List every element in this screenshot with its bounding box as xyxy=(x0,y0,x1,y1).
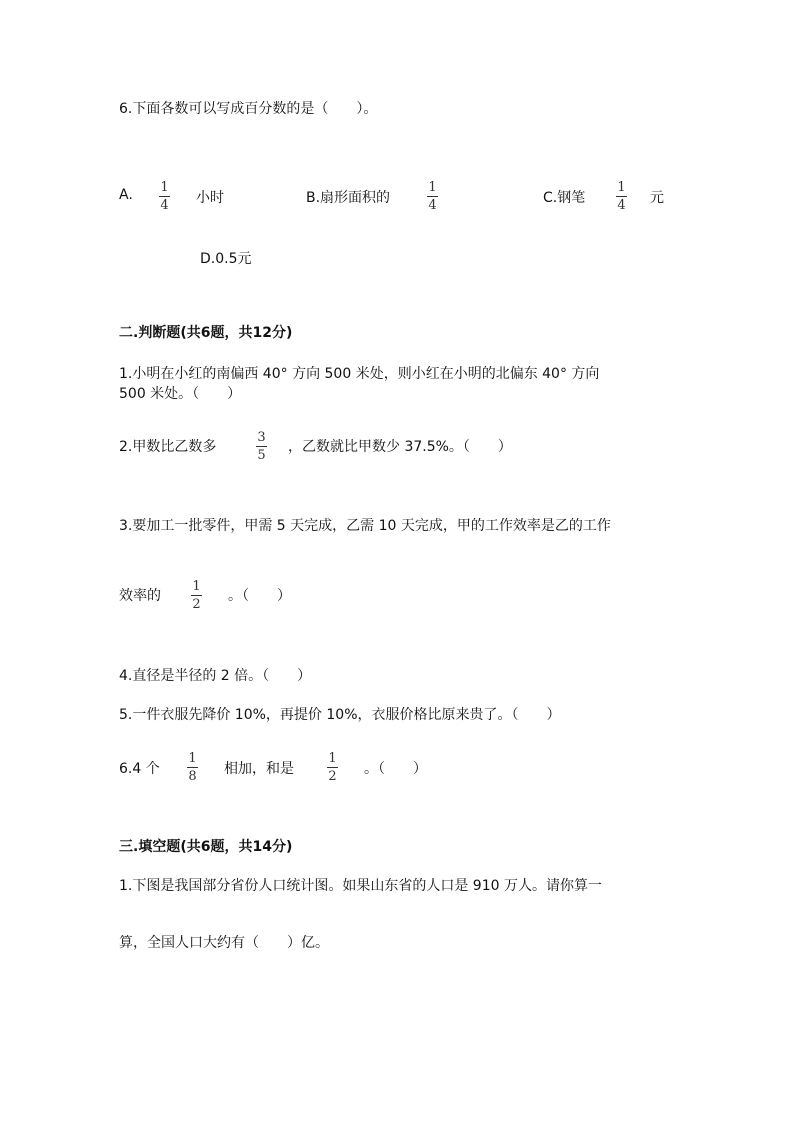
fraction-numerator: 1 xyxy=(160,180,169,195)
fraction-bar xyxy=(191,595,202,596)
q6-option-d: D.0.5元 xyxy=(200,251,252,267)
q6-option-c-suffix: 元 xyxy=(650,190,664,206)
s2-q4: 4.直径是半径的 2 倍。（ ） xyxy=(119,668,312,684)
fraction-numerator: 1 xyxy=(192,579,201,594)
q6-option-c-fraction xyxy=(616,180,627,213)
section3-title: 三.填空题(共6题，共14分) xyxy=(119,839,293,855)
s2-q3-line1: 3.要加工一批零件，甲需 5 天完成，乙需 10 天完成，甲的工作效率是乙的工作 xyxy=(119,518,611,534)
q6-stem: 6.下面各数可以写成百分数的是（ ）。 xyxy=(119,101,378,117)
fraction-bar xyxy=(159,196,170,197)
s3-q1-line1: 1.下图是我国部分省份人口统计图。如果山东省的人口是 910 万人。请你算一 xyxy=(119,878,602,894)
s2-q6-mid: 相加，和是 xyxy=(224,761,294,777)
fraction-denominator: 5 xyxy=(257,448,266,463)
fraction-numerator: 3 xyxy=(257,430,266,445)
s2-q2-suffix: ，乙数就比甲数少 37.5%。（ ） xyxy=(288,439,512,455)
q6-option-c-prefix: C.钢笔 xyxy=(543,190,586,206)
fraction-bar xyxy=(327,767,338,768)
s2-q6-fraction-2 xyxy=(327,751,338,784)
q6-option-b-prefix: B.扇形面积的 xyxy=(306,190,391,206)
fraction-numerator: 1 xyxy=(188,751,197,766)
fraction-denominator: 2 xyxy=(328,769,337,784)
s2-q3-suffix: 。（ ） xyxy=(228,588,291,604)
s2-q6-prefix: 6.4 个 xyxy=(119,761,160,777)
fraction-denominator: 2 xyxy=(192,597,201,612)
q6-option-b-fraction xyxy=(427,180,438,213)
s3-q1-line2: 算，全国人口大约有（ ）亿。 xyxy=(119,935,329,951)
fraction-numerator: 1 xyxy=(428,180,437,195)
fraction-bar xyxy=(256,446,267,447)
s2-q1-line1: 1.小明在小红的南偏西 40° 方向 500 米处，则小红在小明的北偏东 40° 方向 xyxy=(119,366,600,382)
s2-q6-suffix: 。（ ） xyxy=(364,761,427,777)
fraction-denominator: 8 xyxy=(188,769,197,784)
q6-option-a-fraction xyxy=(159,180,170,213)
fraction-denominator: 4 xyxy=(617,198,626,213)
fraction-denominator: 4 xyxy=(160,198,169,213)
fraction-numerator: 1 xyxy=(617,180,626,195)
s2-q3-fraction xyxy=(191,579,202,612)
s2-q2-fraction xyxy=(256,430,267,463)
fraction-denominator: 4 xyxy=(428,198,437,213)
q6-option-a-prefix: A. xyxy=(119,187,133,203)
fraction-bar xyxy=(616,196,627,197)
s2-q5: 5.一件衣服先降价 10%，再提价 10%，衣服价格比原来贵了。（ ） xyxy=(119,707,561,723)
s2-q6-fraction-1 xyxy=(187,751,198,784)
s2-q3-prefix: 效率的 xyxy=(119,588,161,604)
q6-option-a-suffix: 小时 xyxy=(196,190,224,206)
s2-q1-line2: 500 米处。（ ） xyxy=(119,386,242,402)
s2-q2-prefix: 2.甲数比乙数多 xyxy=(119,439,217,455)
section2-title: 二.判断题(共6题，共12分) xyxy=(119,325,293,341)
fraction-numerator: 1 xyxy=(328,751,337,766)
fraction-bar xyxy=(427,196,438,197)
fraction-bar xyxy=(187,767,198,768)
